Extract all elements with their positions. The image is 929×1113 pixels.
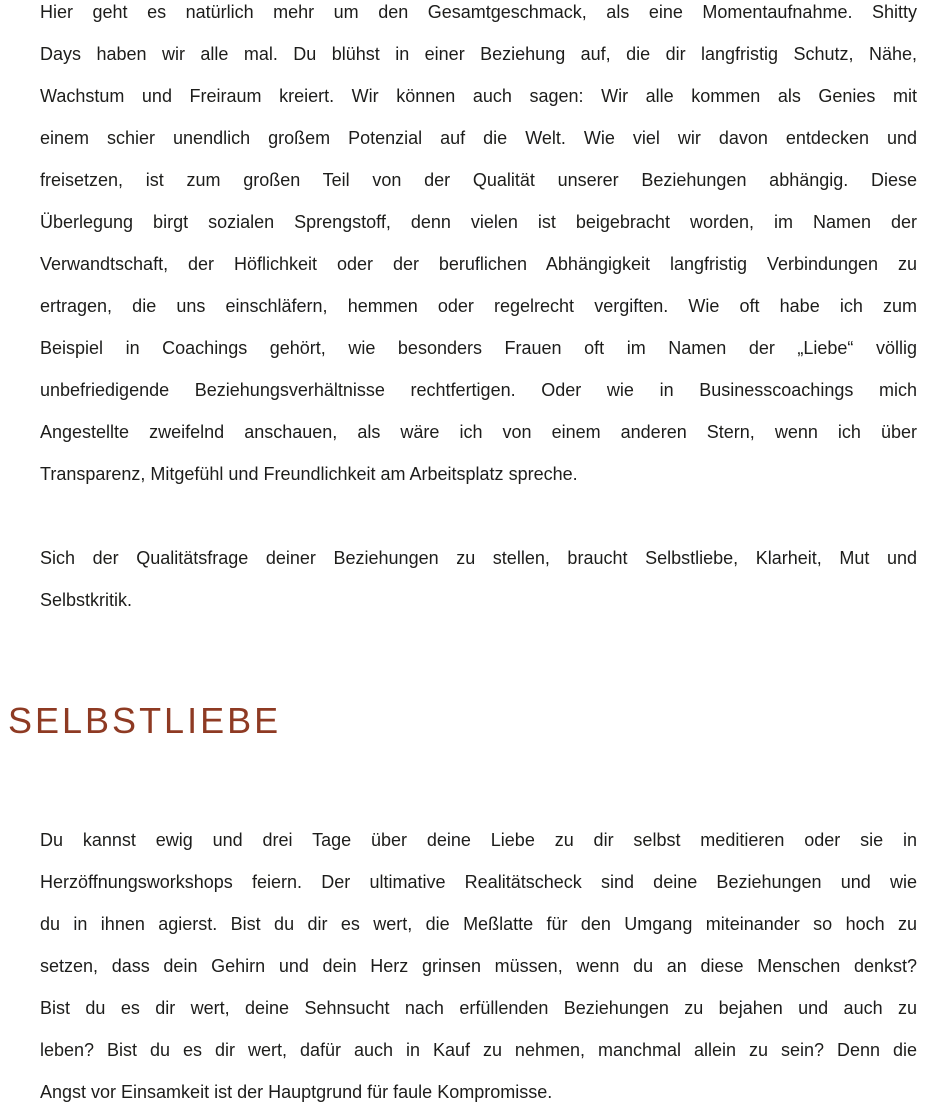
paragraph-selbstliebe-intro: [40, 819, 917, 1113]
text-line: Selbstkritik.: [40, 590, 133, 610]
text-line: du in ihnen agierst. Bist du dir es wert, die Meßlatte für den Umgang miteinander so hoch zu: [40, 914, 917, 934]
text-line: Bist du es dir wert, deine Sehnsucht nach erfüllenden Beziehungen zu bejahen und auch zu: [40, 998, 917, 1018]
text-line: unbefriedigende Beziehungsverhältnisse rechtfertigen. Oder wie in Businesscoachings mich: [40, 380, 917, 400]
paragraph-qualitaetsfrage: [40, 537, 917, 621]
text-line: Angst vor Einsamkeit ist der Hauptgrund für faule Kompromisse.: [40, 1082, 553, 1102]
text-line: Days haben wir alle mal. Du blühst in einer Beziehung auf, die dir langfristig Schutz, Nähe,: [40, 44, 917, 64]
text-line: Transparenz, Mitgefühl und Freundlichkeit am Arbeitsplatz spreche.: [40, 464, 578, 484]
paragraph-gesamtgeschmack: [40, 0, 917, 495]
section-heading-selbstliebe: SELBSTLIEBE: [8, 700, 282, 741]
text-line: Sich der Qualitätsfrage deiner Beziehungen zu stellen, braucht Selbstliebe, Klarheit, Mut und: [40, 548, 917, 568]
text-line: Herzöffnungsworkshops feiern. Der ultimative Realitätscheck sind deine Beziehungen und wie: [40, 872, 917, 892]
text-line: leben? Bist du es dir wert, dafür auch in Kauf zu nehmen, manchmal allein zu sein? Denn die: [40, 1040, 917, 1060]
text-line: Du kannst ewig und drei Tage über deine Liebe zu dir selbst meditieren oder sie in: [40, 830, 917, 850]
text-line: Überlegung birgt sozialen Sprengstoff, denn vielen ist beigebracht worden, im Namen der: [40, 212, 917, 232]
text-line: Wachstum und Freiraum kreiert. Wir können auch sagen: Wir alle kommen als Genies mit: [40, 86, 917, 106]
text-line: Hier geht es natürlich mehr um den Gesamtgeschmack, als eine Momentaufnahme. Shitty: [40, 2, 917, 22]
text-line: freisetzen, ist zum großen Teil von der Qualität unserer Beziehungen abhängig. Diese: [40, 170, 917, 190]
text-line: setzen, dass dein Gehirn und dein Herz grinsen müssen, wenn du an diese Menschen denkst?: [40, 956, 917, 976]
text-line: einem schier unendlich großem Potenzial auf die Welt. Wie viel wir davon entdecken und: [40, 128, 917, 148]
text-line: ertragen, die uns einschläfern, hemmen oder regelrecht vergiften. Wie oft habe ich zum: [40, 296, 917, 316]
text-line: Beispiel in Coachings gehört, wie besonders Frauen oft im Namen der „Liebe“ völlig: [40, 338, 917, 358]
text-line: Verwandtschaft, der Höflichkeit oder der beruflichen Abhängigkeit langfristig Verbindungen zu: [40, 254, 917, 274]
text-line: Angestellte zweifelnd anschauen, als wäre ich von einem anderen Stern, wenn ich über: [40, 422, 917, 442]
